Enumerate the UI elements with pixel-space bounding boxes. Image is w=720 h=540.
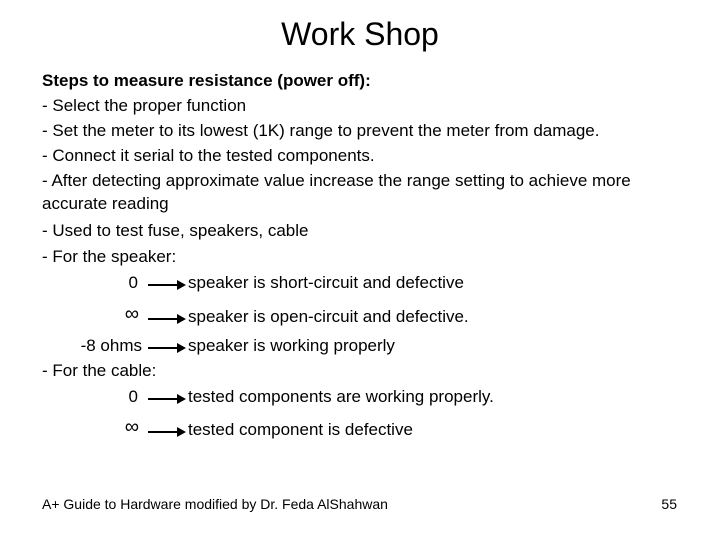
arrow-right-icon xyxy=(148,398,178,400)
bullet-connect-serial: - Connect it serial to the tested components. xyxy=(42,146,375,165)
bullet-for-speaker: - For the speaker: xyxy=(42,247,177,266)
speaker-value-infinity: ∞ xyxy=(124,303,139,325)
arrow-right-icon xyxy=(148,347,178,349)
cable-value-zero: 0 xyxy=(128,387,138,406)
arrow-right-icon xyxy=(148,431,178,433)
bullet-select-function: - Select the proper function xyxy=(42,96,247,115)
slide-title: Work Shop xyxy=(281,16,439,52)
cable-value-infinity: ∞ xyxy=(124,416,139,438)
arrow-right-icon xyxy=(148,284,178,286)
arrow-right-icon xyxy=(148,318,178,320)
speaker-value-8ohms: -8 ohms xyxy=(80,336,142,355)
speaker-desc-working: speaker is working properly xyxy=(188,336,395,355)
speaker-value-zero: 0 xyxy=(128,273,138,292)
cable-heading: - For the cable: xyxy=(42,361,157,380)
section-heading: Steps to measure resistance (power off): xyxy=(42,71,371,90)
footer-credit: A+ Guide to Hardware modified by Dr. Feda AlShahwan xyxy=(42,496,388,512)
bullet-increase-range: - After detecting approximate value increase the range setting to achieve more xyxy=(42,171,631,190)
speaker-desc-open: speaker is open-circuit and defective. xyxy=(188,307,469,326)
bullet-set-range: - Set the meter to its lowest (1K) range to prevent the meter from damage. xyxy=(42,121,600,140)
cable-desc-defective: tested component is defective xyxy=(188,420,413,439)
cable-desc-working: tested components are working properly. xyxy=(188,387,494,406)
bullet-increase-range-cont: accurate reading xyxy=(42,194,169,213)
bullet-used-to-test: - Used to test fuse, speakers, cable xyxy=(42,221,309,240)
page-number: 55 xyxy=(661,496,677,512)
speaker-desc-short: speaker is short-circuit and defective xyxy=(188,273,464,292)
